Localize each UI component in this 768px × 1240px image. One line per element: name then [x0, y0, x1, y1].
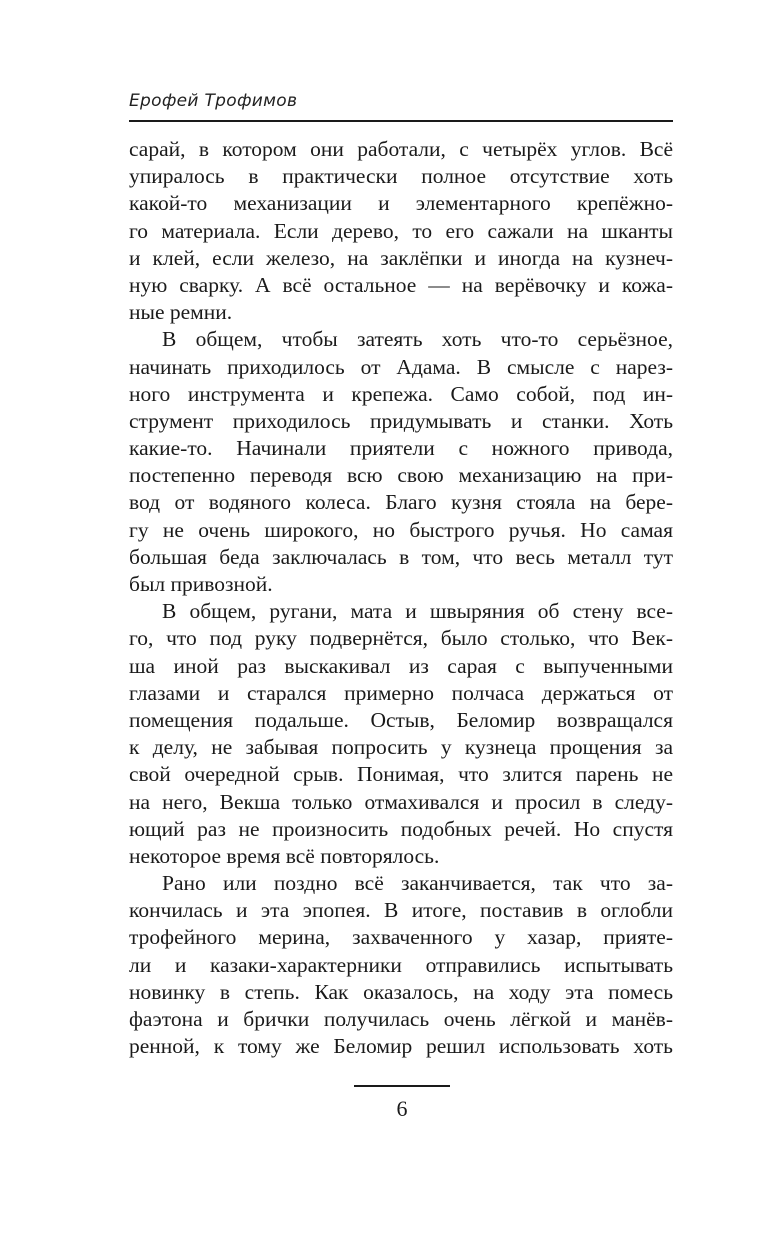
- text-line: какие-то. Начинали приятели с ножного привода,: [129, 436, 673, 461]
- text-line: и клей, если железо, на заклёпки и иногда на кузнеч-: [129, 245, 673, 270]
- text-line: к делу, не забывая попросить у кузнеца прощения за: [129, 735, 673, 760]
- text-line: гу не очень широкого, но быстрого ручья. Но самая: [129, 517, 673, 542]
- text-line: некоторое время всё повторялось.: [129, 843, 440, 868]
- text-line: го материала. Если дерево, то его сажали на шканты: [129, 218, 673, 243]
- text-line: ного инструмента и крепежа. Само собой, под ин-: [129, 381, 673, 406]
- text-line: ные ремни.: [129, 300, 233, 325]
- text-line: ренной, к тому же Беломир решил использовать хоть: [129, 1034, 673, 1059]
- running-head: Ерофей Трофимов: [129, 91, 298, 111]
- text-line: на него, Векша только отмахивался и просил в следу-: [129, 789, 673, 814]
- text-line: свой очередной срыв. Понимая, что злится парень не: [129, 762, 673, 787]
- footer-rule: [354, 1085, 450, 1087]
- paragraph: [129, 136, 673, 326]
- text-line: ли и казаки-характерники отправились испытывать: [129, 952, 673, 977]
- text-line: вод от водяного колеса. Благо кузня стояла на бере-: [129, 490, 673, 515]
- text-line: струмент приходилось придумывать и станки. Хоть: [129, 408, 673, 433]
- paragraph: [129, 598, 673, 870]
- text-line: Рано или поздно всё заканчивается, так что за-: [162, 871, 673, 896]
- text-line: В общем, ругани, мата и швыряния об стену все-: [162, 599, 673, 624]
- text-line: кончилась и эта эпопея. В итоге, поставив в оглобли: [129, 898, 673, 923]
- text-line: был привозной.: [129, 572, 273, 596]
- text-line: начинать приходилось от Адама. В смысле с нарез-: [129, 354, 673, 379]
- text-line: трофейного мерина, захваченного у хазар, прияте-: [129, 925, 673, 950]
- text-line: сарай, в котором они работали, с четырёх углов. Всё: [129, 137, 673, 161]
- text-line: какой-то механизации и элементарного крепёжно-: [129, 191, 673, 216]
- text-line: фаэтона и брички получилась очень лёгкой и манёв-: [129, 1007, 673, 1031]
- page-number: 6: [396, 1096, 408, 1121]
- text-line: новинку в степь. Как оказалось, на ходу эта помесь: [129, 979, 673, 1004]
- text-line: В общем, чтобы затеять хоть что-то серьёзное,: [162, 327, 673, 352]
- text-line: ша иной раз выскакивал из сарая с выпученными: [129, 653, 673, 678]
- text-line: упиралось в практически полное отсутствие хоть: [129, 164, 673, 189]
- header-rule: [129, 120, 673, 122]
- body-text: [129, 136, 673, 1060]
- text-line: помещения подальше. Остыв, Беломир возвращался: [129, 707, 673, 732]
- paragraph: [129, 870, 673, 1060]
- text-line: го, что под руку подвернётся, было столько, что Век-: [129, 626, 673, 651]
- text-line: ющий раз не произносить подобных речей. Но спустя: [129, 816, 673, 841]
- text-line: ную сварку. А всё остальное — на верёвочку и кожа-: [129, 272, 673, 297]
- text-line: постепенно переводя всю свою механизацию на при-: [129, 463, 673, 488]
- paragraph: [129, 326, 673, 598]
- text-line: глазами и старался примерно полчаса держаться от: [129, 680, 673, 705]
- text-line: большая беда заключалась в том, что весь металл тут: [129, 544, 673, 569]
